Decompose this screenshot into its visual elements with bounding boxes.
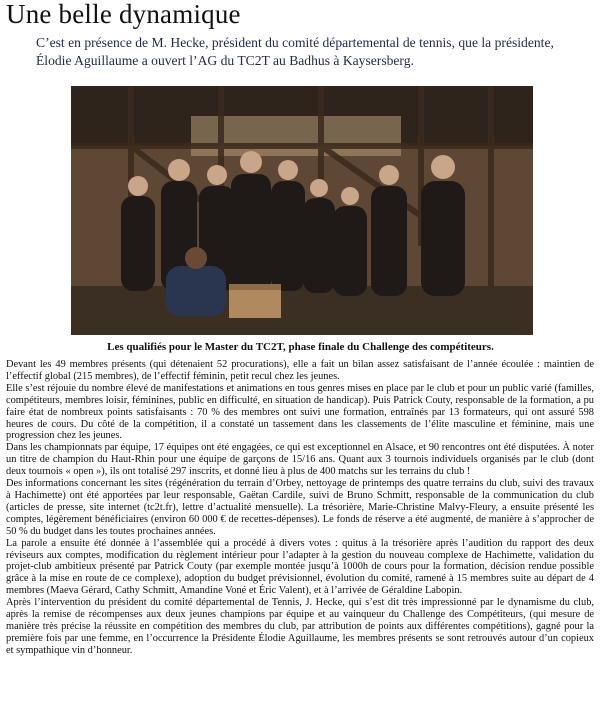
body-paragraph: La parole a ensuite été donnée à l’assemblée qui a procédé à divers votes : quitus à la trésorière après l’audition du rapport des deux réviseurs aux comptes, modification du règlement intérieur pour l’adapter à la gestion du nouveau complexe de Hachimette, validation du projet-club ambitieux présenté par Patrick Couty (par exemple montée jusqu’à 1000h de cours pour la formation, décision rendue possible grâce à la mise en route de ce complexe), adoption du budget prévisionnel, évolution du comité, ramené à 15 membres suite au départ de 4 membres (Maeva Gérard, Cathy Schmitt, Amandine Voné et Éric Valent), et à l’arrivée de Géraldine Labopin. <box>6 537 594 597</box>
body-paragraph: Elle s’est réjouie du nombre élevé de manifestations et animations en tous genres mises en place par le club et pour un public varié (familles, compétiteurs, membres loisir, féminines, public en difficulté, en situation de handicap). Puis Patrick Couty, responsable de la formation, a pu faire état de nombreux points satisfaisants : 70 % des membres ont suivi une formation, entraînés par 13 formateurs, qui ont assuré 598 heures de cours. Du côté de la compétition, il a constaté un tassement dans les classements de l’élite masculine et féminine, mais une progression chez les jeunes. <box>6 382 594 442</box>
article-body <box>6 359 594 657</box>
group-photo <box>71 86 533 335</box>
photo-caption: Les qualifiés pour le Master du TC2T, phase finale du Challenge des compétiteurs. <box>107 341 494 353</box>
body-paragraph: Après l’intervention du président du comité départemental de Tennis, J. Hecke, qui s’est dit très impressionné par le dynamisme du club, après la remise de récompenses aux deux jeunes champions par équipe et au vainqueur du Challenge des Compétiteurs, (qui mesure de manière très précise la réussite en compétition des membres du club, par attribution de points aux différentes compétitions), gagné pour la première fois par une femme, en l’occurrence la Présidente Élodie Aguillaume, les membres présents se sont retrouvés autour d’un copieux et sympathique vin d’honneur. <box>6 597 594 656</box>
article-lead: C’est en présence de M. Hecke, président du comité départemental de tennis, que la présidente, Élodie Aguillaume a ouvert l’AG du TC2T au Badhus à Kaysersberg. <box>36 35 554 68</box>
article-headline: Une belle dynamique <box>6 0 241 29</box>
body-paragraph: Dans les championnats par équipe, 17 équipes ont été engagées, ce qui est exceptionnel en Alsace, et 90 rencontres ont été disputées. À noter un titre de champion du Haut-Rhin pour une équipe de garçons de 15/16 ans. Quant aux 3 tournois individuels organisés par le club (dont deux tournois « open »), ils ont totalisé 297 inscrits, et donné lieu à plus de 400 matchs sur les terrains du club ! <box>6 442 594 478</box>
body-paragraph: Devant les 49 membres présents (qui détenaient 52 procurations), elle a fait un bilan assez satisfaisant de l’année écoulée : maintien de l’effectif global (215 membres), de l’effectif féminin, petit recul chez les jeunes. <box>6 359 594 382</box>
body-paragraph: Des informations concernant les sites (régénération du terrain d’Orbey, nettoyage de printemps des quatre terrains du club, suivi des travaux à Hachimette) ont été apportées par leur responsable, Gaëtan Cardile, suivi de Bruno Schmitt, responsable de la communication du club (articles de presse, site internet (tc2t.fr), lettre d’actualité mensuelle). La trésorière, Marie-Christine Malvy-Fleury, a ensuite présenté les comptes, légèrement bénéficiaires (environ 60 000 € de recettes-dépenses). Le fonds de réserve a été augmenté, de manière à s’approcher de 50 % du budget dans les toutes prochaines années. <box>6 478 594 537</box>
